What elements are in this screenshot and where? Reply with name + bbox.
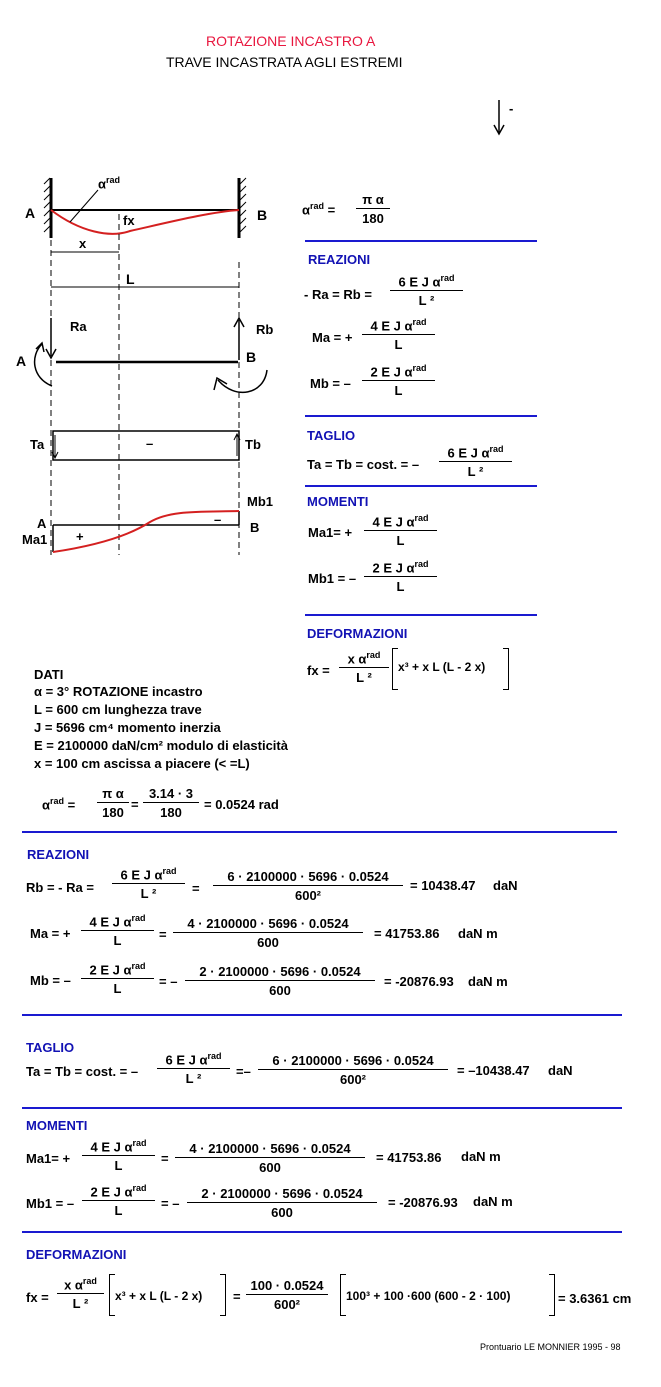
label-L: L — [126, 271, 135, 287]
alpha-def-lhs — [302, 201, 335, 217]
denominator: L — [396, 533, 405, 549]
alpha-calc-frac2: $\frac{3.14 \cdot 3}{180}$ — [143, 786, 199, 820]
calc-section-momenti: MOMENTI — [26, 1118, 88, 1133]
calc-taglio-unit: daN — [548, 1063, 573, 1078]
shear-sign: – — [146, 436, 154, 451]
alpha-def-frac — [356, 192, 390, 226]
bracket-right — [220, 1274, 226, 1316]
footer-credit: Prontuario LE MONNIER 1995 - 98 — [480, 1342, 621, 1352]
calc-ma-frac1: 4 E J $\alpha^{rad}$ L — [81, 913, 154, 948]
label-fx: fx — [123, 213, 135, 228]
label-Ma1: Ma1 — [22, 532, 48, 547]
calc-mb1-frac1: 2 E J $\alpha^{rad}$ L — [82, 1183, 155, 1218]
divider — [22, 1107, 622, 1109]
alpha-calc-frac1: $\frac{\text{π α}}{180}$ — [97, 786, 129, 820]
label-B2: B — [246, 349, 257, 365]
label-A3: A — [37, 516, 47, 531]
eq-sign: = – — [161, 1196, 180, 1211]
eq-sign: = — [327, 202, 336, 218]
denominator: L — [396, 579, 405, 595]
sign-arrow-label: - — [509, 101, 514, 116]
calc-mb-result: = -20876.93 — [384, 974, 454, 989]
calc-rb-frac1: 6 E J $\alpha^{rad}$ L ² — [112, 866, 185, 901]
ra-rb-frac — [390, 273, 463, 308]
ra-rb-lhs: - Ra = Rb = — [304, 287, 372, 302]
ma1-frac — [364, 513, 437, 548]
label-alpha-rad — [98, 175, 120, 191]
fx-frac — [339, 650, 389, 685]
denominator: L ² — [418, 293, 435, 309]
calc-taglio-result: = –10438.47 — [457, 1063, 530, 1078]
calc-ma1-frac1: 4 E J $\alpha^{rad}$ L — [82, 1138, 155, 1173]
calc-ma1-frac2: $\frac{4 \cdot 2100000 \cdot 5696 \cdot 0.0524}{600}$ — [175, 1141, 365, 1175]
dati-title: DATI — [34, 667, 64, 682]
fx-bracket-content: x³ + x L (L - 2 x) — [398, 660, 486, 674]
alpha-sup: rad — [310, 201, 325, 211]
calc-section-taglio: TAGLIO — [26, 1040, 75, 1055]
numerator: 4 E J $\alpha^{rad}$ — [362, 317, 435, 335]
calc-taglio-frac2: $\frac{6 \cdot 2100000 \cdot 5696 \cdot 0.0524}{\text{600²}}$ — [258, 1053, 448, 1087]
calc-section-reazioni: REAZIONI — [27, 847, 90, 862]
mb1-lhs: Mb1 = – — [308, 571, 357, 586]
calc-mb-frac2: $\frac{2 \cdot 2100000 \cdot 5696 \cdot 0.0524}{600}$ — [185, 964, 375, 998]
calc-rb-result: = 10438.47 — [410, 878, 476, 893]
calc-fx-bracket1: x³ + x L (L - 2 x) — [115, 1289, 203, 1303]
label-x: x — [79, 236, 87, 251]
calc-ma1-lhs: Ma1= + — [26, 1151, 71, 1166]
denominator: L ² — [356, 670, 372, 686]
calc-rb-lhs: Rb = - Ra = — [26, 880, 94, 895]
section-taglio: TAGLIO — [307, 428, 356, 443]
calc-rb-unit: daN — [493, 878, 518, 893]
eq-sign: = — [159, 927, 167, 942]
label-B3: B — [250, 520, 260, 535]
bracket-right — [503, 648, 509, 690]
alpha-symbol: α — [98, 176, 106, 192]
dati-line: J = 5696 cm⁴ momento inerzia — [34, 720, 221, 735]
calc-fx-bracket2: 100³ + 100 ·600 (600 - 2 · 100) — [346, 1289, 511, 1303]
alpha-calc-lhs: $\alpha^{rad}$ = — [42, 796, 76, 813]
eq-sign: = — [161, 1151, 169, 1166]
denominator: L — [394, 337, 403, 353]
numerator: 6 E J $\alpha^{rad}$ — [390, 273, 463, 291]
calc-fx-frac1: x $\alpha^{rad}$ L ² — [57, 1276, 104, 1311]
calc-mb1-unit: daN m — [473, 1194, 513, 1209]
page-title: ROTAZIONE INCASTRO A — [206, 33, 376, 49]
label-Tb: Tb — [245, 437, 261, 452]
calc-section-deformazioni: DEFORMAZIONI — [26, 1247, 127, 1262]
eq-sign: = — [192, 881, 200, 896]
divider — [22, 1014, 622, 1016]
label-Ta: Ta — [30, 437, 45, 452]
calc-mb1-frac2: $\frac{2 \cdot 2100000 \cdot 5696 \cdot 0.0524}{600}$ — [187, 1186, 377, 1220]
calc-mb-frac1: 2 E J $\alpha^{rad}$ L — [81, 961, 154, 996]
numerator: π α — [356, 192, 390, 209]
calc-fx-result: = 3.6361 cm — [558, 1291, 632, 1306]
section-deformazioni: DEFORMAZIONI — [307, 626, 408, 641]
calc-mb1-lhs: Mb1 = – — [26, 1196, 75, 1211]
alpha-rad-sup: rad — [106, 175, 121, 185]
divider — [305, 415, 537, 417]
calc-ma-frac2: $\frac{4 \cdot 2100000 \cdot 5696 \cdot 0.0524}{600}$ — [173, 916, 363, 950]
moment-minus: – — [214, 512, 222, 527]
denominator: 180 — [362, 211, 384, 226]
alpha-calc-result: = 0.0524 rad — [204, 797, 279, 812]
label-B: B — [257, 207, 268, 223]
numerator: 6 E J $\alpha^{rad}$ — [439, 444, 512, 462]
calc-taglio-lhs: Ta = Tb = cost. = – — [26, 1064, 139, 1079]
denominator: L ² — [467, 464, 484, 480]
ma-lhs: Ma = + — [312, 330, 353, 345]
numerator: 4 E J $\alpha^{rad}$ — [364, 513, 437, 531]
taglio-frac — [439, 444, 512, 479]
numerator: 2 E J $\alpha^{rad}$ — [362, 363, 435, 381]
divider — [305, 485, 537, 487]
calc-ma-result: = 41753.86 — [374, 926, 440, 941]
dati-line: E = 2100000 daN/cm² modulo di elasticità — [34, 738, 288, 753]
fx-lhs: fx = — [307, 663, 330, 678]
alpha-symbol: α — [42, 797, 50, 813]
calc-ma1-unit: daN m — [461, 1149, 501, 1164]
calc-ma-unit: daN m — [458, 926, 498, 941]
label-Rb: Rb — [256, 322, 274, 337]
calc-ma1-result: = 41753.86 — [376, 1150, 442, 1165]
eq-sign: = – — [159, 974, 178, 989]
denominator: L — [394, 383, 403, 399]
divider — [305, 614, 537, 616]
ma1-lhs: Ma1= + — [308, 525, 353, 540]
alpha-symbol: α — [302, 202, 310, 218]
section-momenti: MOMENTI — [307, 494, 369, 509]
mb1-frac — [364, 559, 437, 594]
numerator: 2 E J $\alpha^{rad}$ — [364, 559, 437, 577]
dati-line: α = 3° ROTAZIONE incastro — [34, 684, 203, 699]
divider — [22, 831, 617, 833]
calc-mb-unit: daN m — [468, 974, 508, 989]
calc-mb-lhs: Mb = – — [30, 973, 71, 988]
divider — [22, 1231, 622, 1233]
calc-ma-lhs: Ma = + — [30, 926, 71, 941]
moment-plus: + — [76, 529, 84, 544]
calc-rb-frac2: $\frac{6 \cdot 2100000 \cdot 5696 \cdot 0.0524}{\text{600²}}$ — [213, 869, 403, 903]
ma-frac — [362, 317, 435, 352]
label-A: A — [25, 205, 36, 221]
calc-mb1-result: = -20876.93 — [388, 1195, 458, 1210]
eq-sign: = — [131, 797, 139, 812]
label-Mb1: Mb1 — [247, 494, 273, 509]
eq-sign: =– — [236, 1064, 251, 1079]
taglio-lhs: Ta = Tb = cost. = – — [307, 457, 420, 472]
label-A2: A — [16, 353, 27, 369]
bracket-right — [549, 1274, 555, 1316]
dati-line: x = 100 cm ascissa a piacere (< =L) — [34, 756, 250, 771]
calc-fx-lhs: fx = — [26, 1290, 49, 1305]
dati-line: L = 600 cm lunghezza trave — [34, 702, 202, 717]
eq-sign: = — [233, 1289, 241, 1304]
calc-taglio-frac1: 6 E J $\alpha^{rad}$ L ² — [157, 1051, 230, 1086]
mb-lhs: Mb = – — [310, 376, 351, 391]
divider — [305, 240, 537, 242]
section-reazioni: REAZIONI — [308, 252, 371, 267]
mb-frac — [362, 363, 435, 398]
page-subtitle: TRAVE INCASTRATA AGLI ESTREMI — [166, 54, 403, 70]
numerator: x $\alpha^{rad}$ — [339, 650, 389, 668]
label-Ra: Ra — [70, 319, 87, 334]
calc-fx-frac2: $\frac{100 \cdot 0.0524}{\text{600²}}$ — [246, 1278, 328, 1312]
